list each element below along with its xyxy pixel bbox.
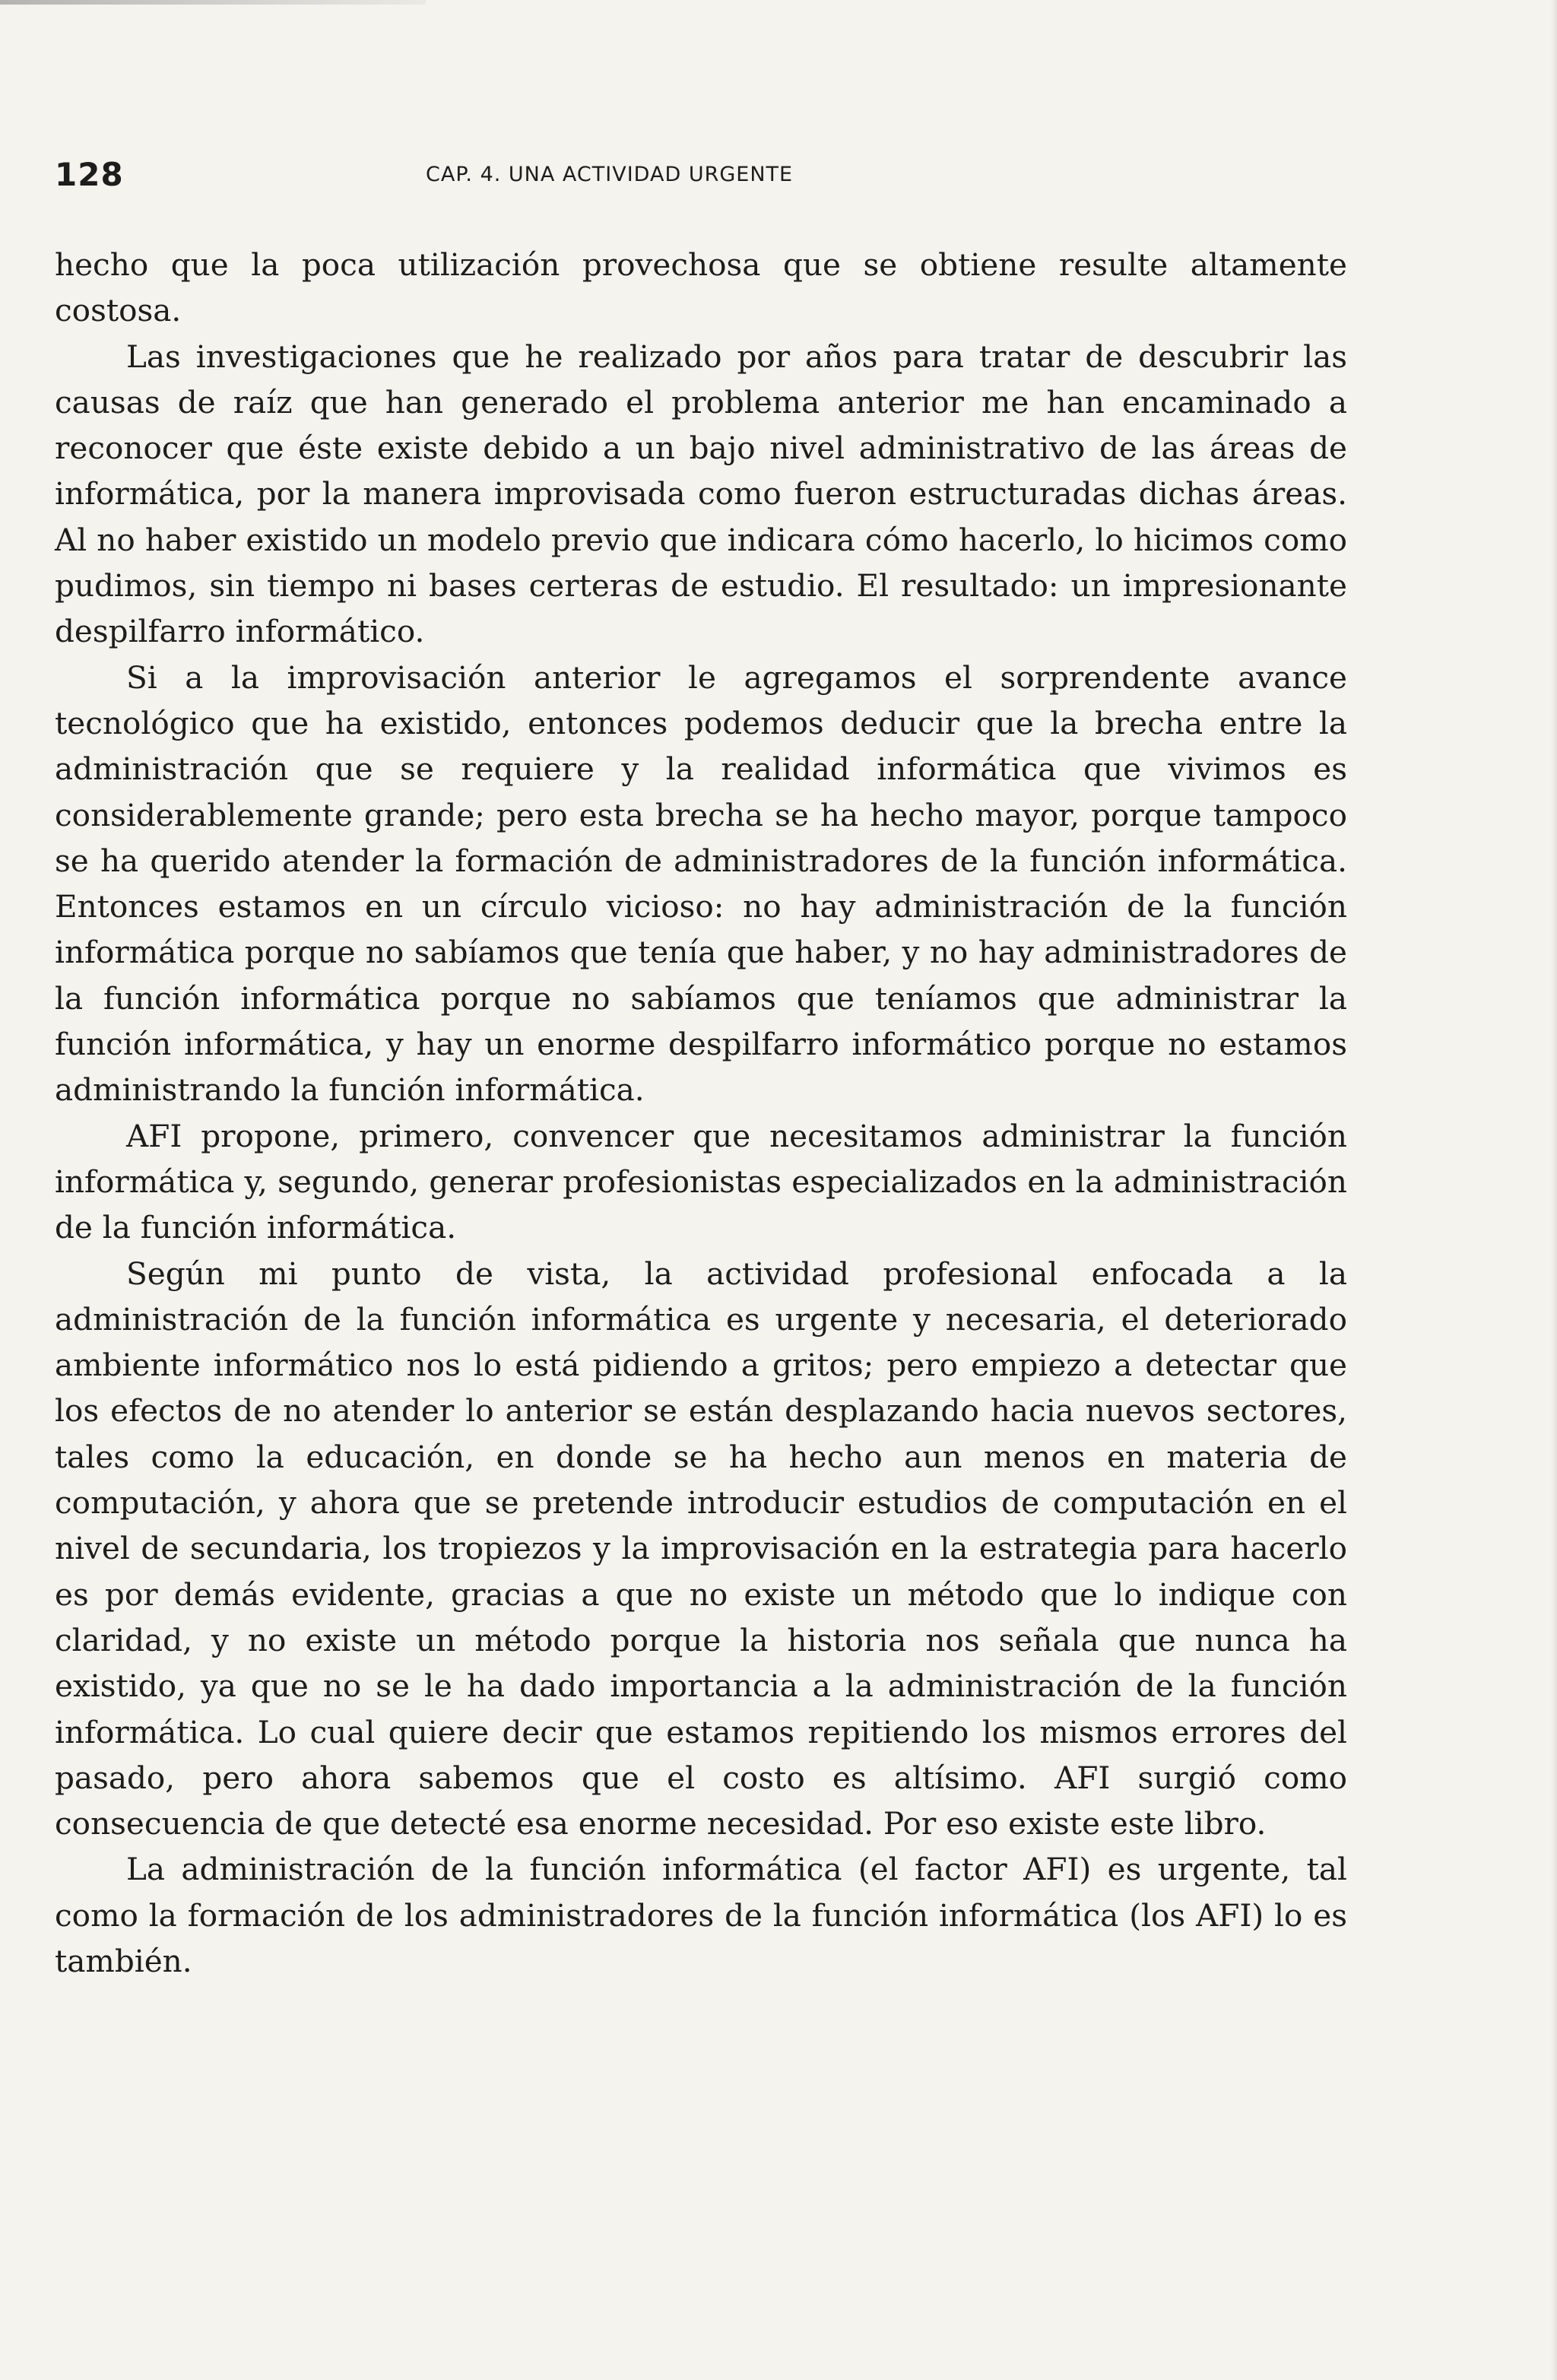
paragraph-3: Si a la improvisación anterior le agregamos el sorprendente avance tecnológico que ha existido, entonces podemos deducir que la brecha entre la administración que se requiere y la realidad informática que vivimos es considerablemente grande; pero esta brecha se ha hecho mayor, porque tampoco se ha querido atender la formación de administradores de la función informática. Entonces estamos en un círculo vicioso: no hay administración de la función informática porque no sabíamos que tenía que haber, y no hay administradores de la función informática porque no sabíamos que teníamos que administrar la función informática, y hay un enorme despilfarro informático porque no estamos administrando la función informática.: [55, 658, 1347, 1109]
page-number: 128: [55, 156, 124, 193]
running-head: CAP. 4. UNA ACTIVIDAD URGENTE: [426, 163, 794, 186]
paragraph-5: Según mi punto de vista, la actividad profesional enfocada a la administración de la función informática es urgente y necesaria, el deteriorado ambiente informático nos lo está pidiendo a gritos; pero empiezo a detectar que los efectos de no atender lo anterior se están desplazando hacia nuevos sectores, tales como la educación, en donde se ha hecho aun menos en materia de computación, y ahora que se pretende introducir estudios de computación en el nivel de secundaria, los tropiezos y la improvisación en la estrategia para hacerlo es por demás evidente, gracias a que no existe un método que lo indique con claridad, y no existe un método porque la historia nos señala que nunca ha existido, ya que no se le ha dado importancia a la administración de la función informática. Lo cual quiere decir que estamos repitiendo los mismos errores del pasado, pero ahora sabemos que el costo es altísimo. AFI surgió como consecuencia de que detecté esa enorme necesidad. Por eso existe este libro.: [55, 1255, 1347, 1842]
body-text: [55, 242, 1347, 1984]
page-header: [55, 152, 1347, 198]
paragraph-2: Las investigaciones que he realizado por años para tratar de descubrir las causas de raíz que han generado el problema anterior me han encaminado a reconocer que éste existe debido a un bajo nivel administrativo de las áreas de informática, por la manera improvisada como fueron estructuradas dichas áreas. Al no haber existido un modelo previo que indicara cómo hacerlo, lo hicimos como pudimos, sin tiempo ni bases certeras de estudio. El resultado: un impresionante despilfarro informático.: [55, 338, 1347, 650]
paragraph-1: hecho que la poca utilización provechosa que se obtiene resulte altamente costosa.: [55, 246, 1347, 329]
paragraph-6: La administración de la función informática (el factor AFI) es urgente, tal como la formación de los administradores de la función informática (los AFI) lo es también.: [55, 1851, 1347, 1979]
scan-edge-mark: [0, 0, 426, 5]
page-edge-shadow: [1551, 0, 1557, 2380]
paragraph-4: AFI propone, primero, convencer que necesitamos administrar la función informática y, segundo, generar profesionistas especializados en la administración de la función informática.: [55, 1117, 1347, 1246]
